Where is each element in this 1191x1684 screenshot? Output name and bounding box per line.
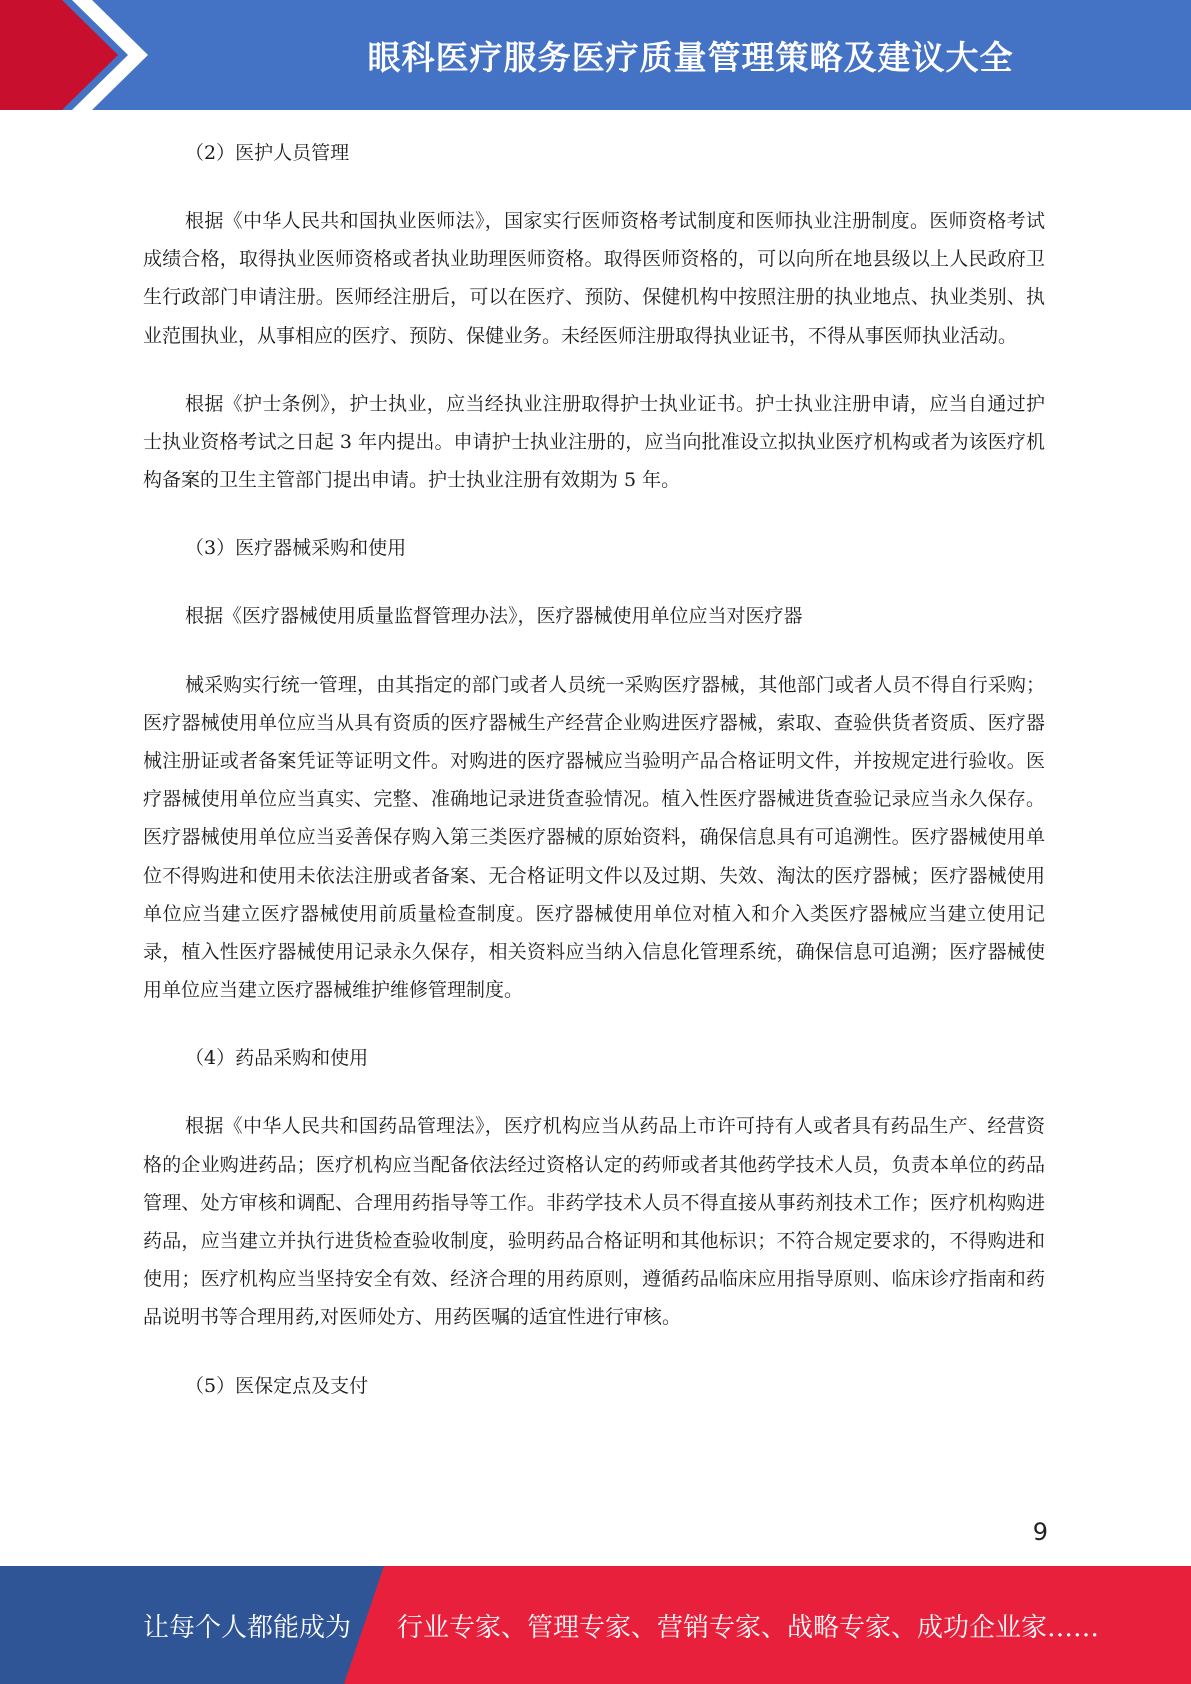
page-footer: [0, 1566, 1191, 1684]
footer-slogan-right: 行业专家、管理专家、营销专家、战略专家、成功企业家……: [397, 1612, 1100, 1643]
section-heading: （2）医护人员管理: [185, 142, 350, 164]
body-paragraph: 根据《医疗器械使用质量监督管理办法》，医疗器械使用单位应当对医疗器: [185, 605, 803, 628]
document-body: [143, 134, 1045, 1435]
section-heading: （4）药品采购和使用: [185, 1047, 369, 1070]
footer-slogan-left: 让每个人都能成为: [143, 1612, 352, 1643]
header-arrow-graphic: [0, 0, 160, 110]
page-number: 9: [1032, 1518, 1048, 1546]
body-paragraph: 根据《护士条例》，护士执业，应当经执业注册取得护士执业证书。护士执业注册申请，应当自通过护士执业资格考试之日起 3 年内提出。申请护士执业注册的，应当向批准设立拟执业医疗机构或者为该医疗机构备案的卫生主管部门提出申请。护士执业注册有效期为 5 年。: [143, 392, 1045, 492]
page-header: [0, 0, 1191, 110]
section-heading: （3）医疗器械采购和使用: [185, 537, 407, 560]
body-paragraph: 械采购实行统一管理，由其指定的部门或者人员统一采购医疗器械，其他部门或者人员不得自行采购；医疗器械使用单位应当从具有资质的医疗器械生产经营企业购进医疗器械，索取、查验供货者资质、医疗器械注册证或者备案凭证等证明文件。对购进的医疗器械应当验明产品合格证明文件，并按规定进行验收。医疗器械使用单位应当真实、完整、准确地记录进货查验情况。植入性医疗器械进货查验记录应当永久保存。医疗器械使用单位应当妥善保存购入第三类医疗器械的原始资料，确保信息具有可追溯性。医疗器械使用单位不得购进和使用未依法注册或者备案、无合格证明文件以及过期、失效、淘汰的医疗器械；医疗器械使用单位应当建立医疗器械使用前质量检查制度。医疗器械使用单位对植入和介入类医疗器械应当建立使用记录，植入性医疗器械使用记录永久保存，相关资料应当纳入信息化管理系统，确保信息可追溯；医疗器械使用单位应当建立医疗器械维护维修管理制度。: [143, 673, 1045, 1002]
body-paragraph: 根据《中华人民共和国药品管理法》，医疗机构应当从药品上市许可持有人或者具有药品生产、经营资格的企业购进药品；医疗机构应当配备依法经过资格认定的药师或者其他药学技术人员，负责本单位的药品管理、处方审核和调配、合理用药指导等工作。非药学技术人员不得直接从事药剂技术工作；医疗机构购进药品，应当建立并执行进货检查验收制度，验明药品合格证明和其他标识；不符合规定要求的，不得购进和使用；医疗机构应当坚持安全有效、经济合理的用药原则，遵循药品临床应用指导原则、临床诊疗指南和药品说明书等合理用药,对医师处方、用药医嘱的适宜性进行审核。: [143, 1115, 1045, 1329]
body-paragraph: 根据《中华人民共和国执业医师法》，国家实行医师资格考试制度和医师执业注册制度。医师资格考试成绩合格，取得执业医师资格或者执业助理医师资格。取得医师资格的，可以向所在地县级以上人民政府卫生行政部门申请注册。医师经注册后，可以在医疗、预防、保健机构中按照注册的执业地点、执业类别、执业范围执业，从事相应的医疗、预防、保健业务。未经医师注册取得执业证书，不得从事医师执业活动。: [143, 210, 1045, 347]
document-title: 眼科医疗服务医疗质量管理策略及建议大全: [367, 37, 1014, 77]
section-heading: （5）医保定点及支付: [185, 1374, 369, 1397]
